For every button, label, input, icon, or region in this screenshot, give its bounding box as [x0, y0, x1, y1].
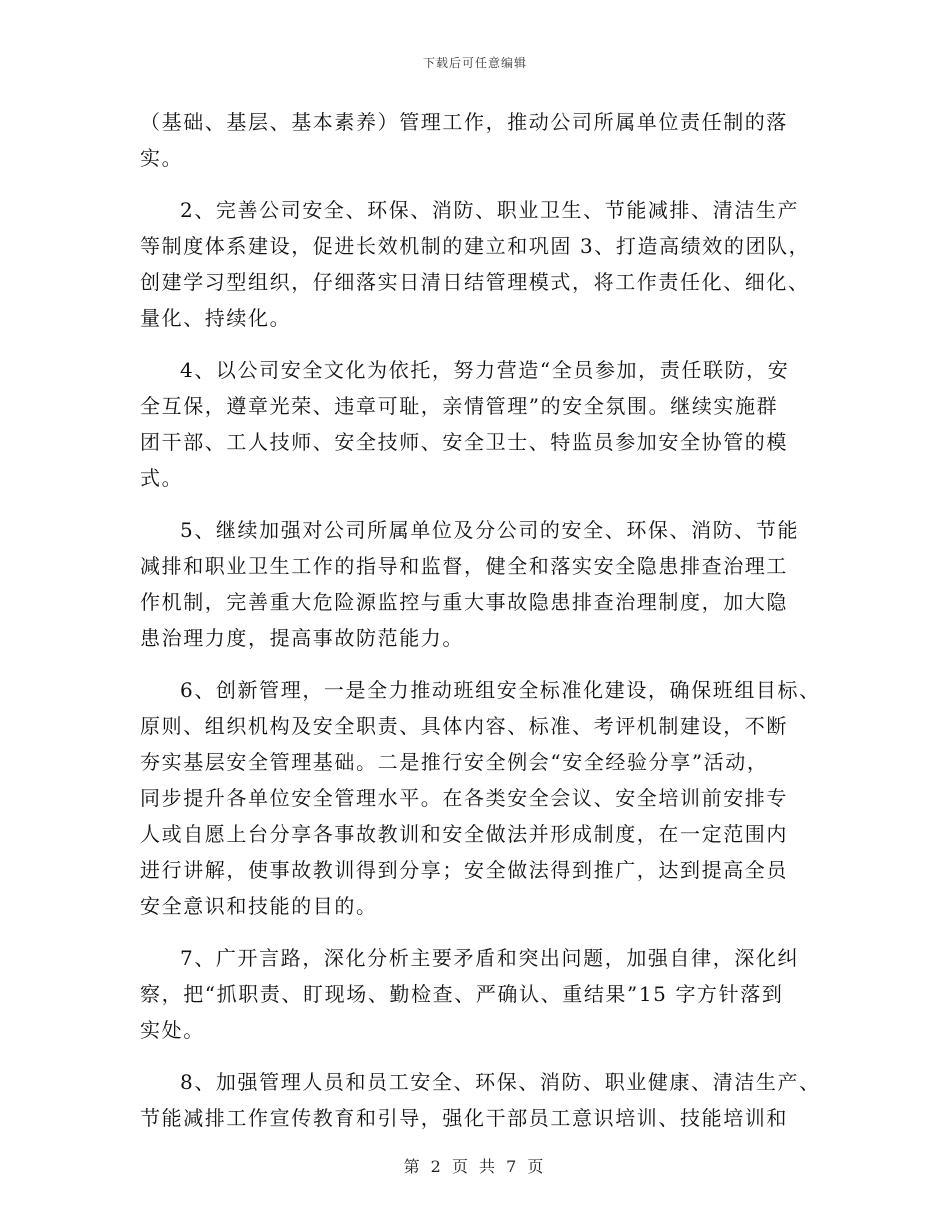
text-line: 察，把“抓职责、盯现场、勤检查、严确认、重结果”15 字方针落到 — [140, 982, 784, 1006]
text-line: 作机制，完善重大危险源监控与重大事故隐患排查治理制度，加大隐 — [140, 590, 788, 614]
paragraph-continuation — [140, 104, 820, 176]
text-line: 同步提升各单位安全管理水平。在各类安全会议、安全培训前安排专 — [140, 786, 788, 810]
text-line: 创建学习型组织，仔细落实日清日结管理模式，将工作责任化、细化、 — [140, 270, 810, 294]
text-line: 6、创新管理，一是全力推动班组安全标准化建设，确保班组目标、 — [180, 678, 821, 702]
paragraph-item-7 — [140, 940, 820, 1048]
text-line: 实。 — [140, 146, 184, 170]
text-line: 减排和职业卫生工作的指导和监督，健全和落实安全隐患排查治理工 — [140, 554, 788, 578]
text-line: 4、以公司安全文化为依托，努力营造“全员参加，责任联防，安 — [180, 358, 790, 382]
text-line: 进行讲解，使事故教训得到分享；安全做法得到推广，达到提高全员 — [140, 858, 788, 882]
paragraph-item-8 — [140, 1064, 820, 1136]
text-line: 2、完善公司安全、环保、消防、职业卫生、节能减排、清洁生产 — [180, 198, 800, 222]
paragraph-item-2 — [140, 192, 820, 336]
paragraph-item-5 — [140, 512, 820, 656]
page-header: 下载后可任意编辑 — [422, 56, 527, 70]
text-line: 夯实基层安全管理基础。二是推行安全例会“安全经验分享”活动， — [140, 750, 769, 774]
page-footer-page-number: 第 2 页 共 7 页 — [403, 1157, 547, 1176]
text-line: 节能减排工作宣传教育和引导，强化干部员工意识培训、技能培训和 — [140, 1106, 788, 1130]
text-line: 7、广开言路，深化分析主要矛盾和突出问题，加强自律，深化纠 — [180, 946, 800, 970]
text-line: 5、继续加强对公司所属单位及分公司的安全、环保、消防、节能 — [180, 518, 800, 542]
text-line: 全互保，遵章光荣、违章可耻，亲情管理”的安全氛围。继续实施群 — [140, 394, 779, 418]
text-line: 原则、组织机构及安全职责、具体内容、标准、考评机制建设，不断 — [140, 714, 788, 738]
text-line: 式。 — [140, 466, 184, 490]
text-line: 人或自愿上台分享各事故教训和安全做法并形成制度，在一定范围内 — [140, 822, 788, 846]
paragraph-item-4 — [140, 352, 820, 496]
body-text — [140, 104, 820, 1136]
text-line: 团干部、工人技师、安全技师、安全卫士、特监员参加安全协管的模 — [140, 430, 788, 454]
text-line: 实处。 — [140, 1018, 205, 1042]
text-line: 安全意识和技能的目的。 — [140, 894, 378, 918]
text-line: 量化、持续化。 — [140, 306, 292, 330]
text-line: 患治理力度，提高事故防范能力。 — [140, 626, 464, 650]
paragraph-item-6 — [140, 672, 820, 924]
text-line: （基础、基层、基本素养）管理工作，推动公司所属单位责任制的落 — [140, 110, 788, 134]
text-line: 8、加强管理人员和员工安全、环保、消防、职业健康、清洁生产、 — [180, 1070, 821, 1094]
text-line: 等制度体系建设，促进长效机制的建立和巩固 3、打造高绩效的团队， — [140, 234, 811, 258]
